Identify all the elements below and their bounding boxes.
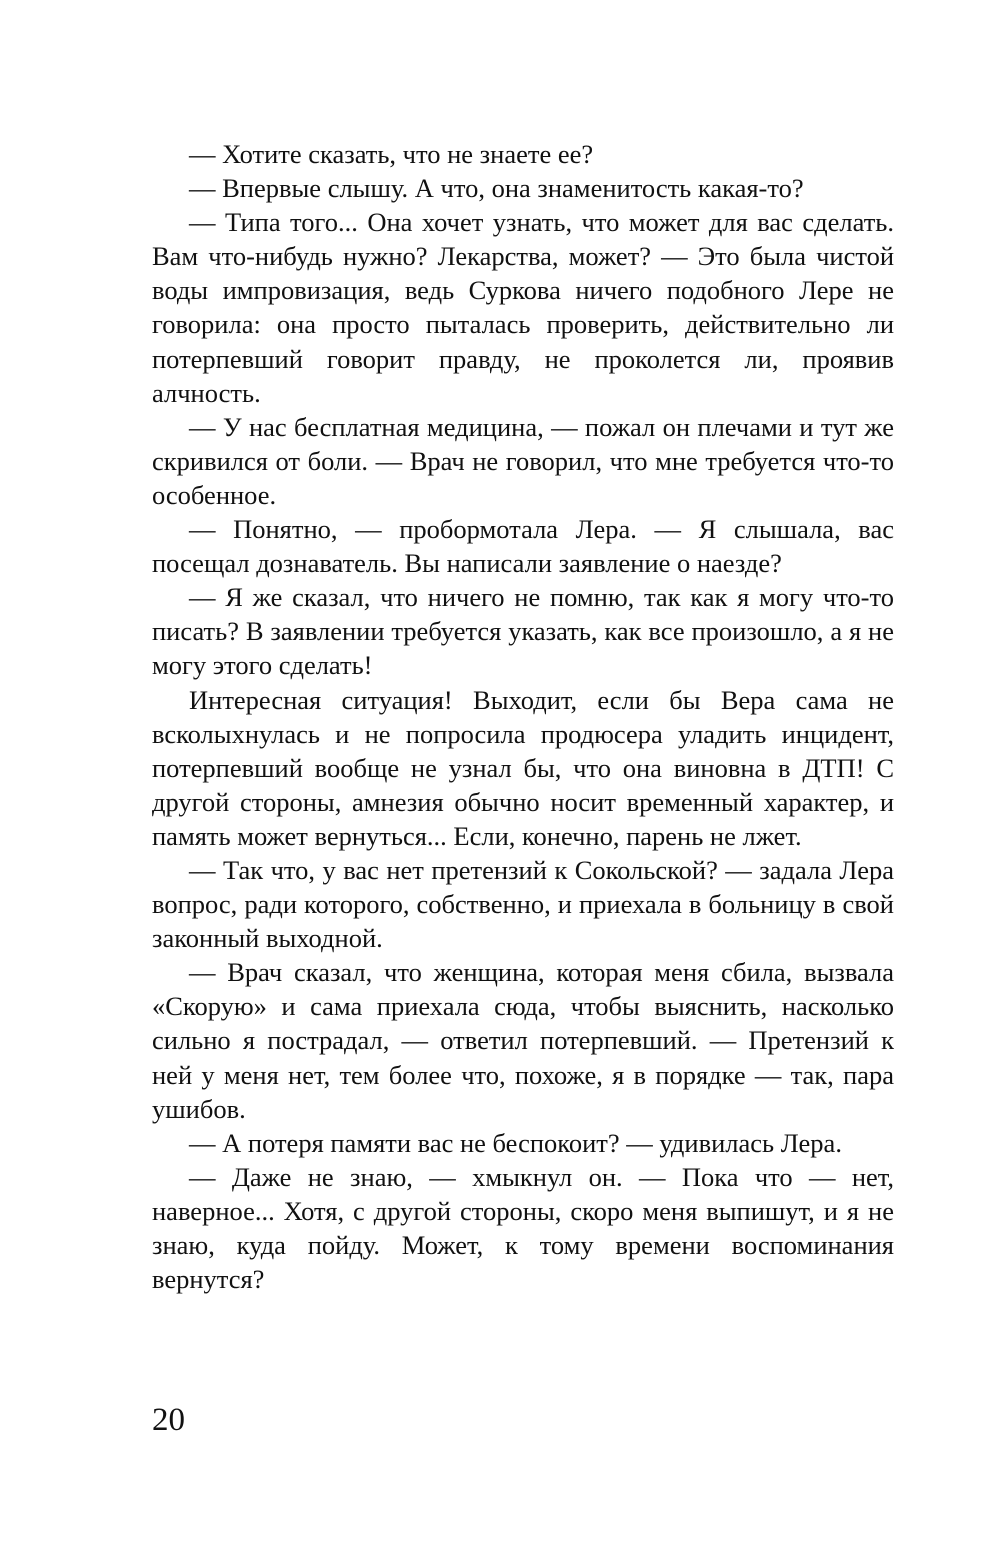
paragraph: — Типа того... Она хочет узнать, что может для вас сделать. Вам что-нибудь нужно? Лекарства, может? — Это была чистой воды импровизация, ведь Суркова ничего подобного Лере не говорила: она просто пыталась проверить, действительно ли потерпевший говорит правду, не проколется ли, проявив алчность.: [152, 207, 894, 408]
page-number: 20: [152, 1402, 185, 1438]
paragraph: — Врач сказал, что женщина, которая меня сбила, вызвала «Скорую» и сама приехала сюда, чтобы выяснить, насколько сильно я пострадал, — ответил потерпевший. — Претензий к ней у меня нет, тем более что, похоже, я в порядке — так, пара ушибов.: [152, 957, 894, 1124]
body-text: [152, 137, 894, 1296]
paragraph: — Хотите сказать, что не знаете ее?: [189, 139, 594, 169]
paragraph: — Так что, у вас нет претензий к Сокольской? — задала Лера вопрос, ради которого, собственно, и приехала в больницу в свой законный выходной.: [152, 854, 894, 954]
paragraph: — Впервые слышу. А что, она знаменитость какая-то?: [189, 173, 804, 204]
paragraph: — Понятно, — пробормотала Лера. — Я слышала, вас посещал дознаватель. Вы написали заявление о наезде?: [152, 514, 894, 579]
paragraph: — А потеря памяти вас не беспокоит? — удивилась Лера.: [189, 1127, 842, 1158]
paragraph: Интересная ситуация! Выходит, если бы Вера сама не всколыхнулась и не попросила продюсера уладить инцидент, потерпевший вообще не узнал бы, что она виновна в ДТП! С другой стороны, амнезия обычно носит временный характер, и память может вернуться... Если, конечно, парень не лжет.: [152, 684, 894, 851]
paragraph: — Даже не знаю, — хмыкнул он. — Пока что — нет, наверное... Хотя, с другой стороны, скоро меня выпишут, и я не знаю, куда пойду. Может, к тому времени воспоминания вернутся?: [152, 1161, 894, 1295]
paragraph: — У нас бесплатная медицина, — пожал он плечами и тут же скривился от боли. — Врач не говорил, что мне требуется что-то особенное.: [152, 411, 894, 510]
paragraph: — Я же сказал, что ничего не помню, так как я могу что-то писать? В заявлении требуется указать, как все произошло, а я не могу этого сделать!: [152, 582, 894, 681]
